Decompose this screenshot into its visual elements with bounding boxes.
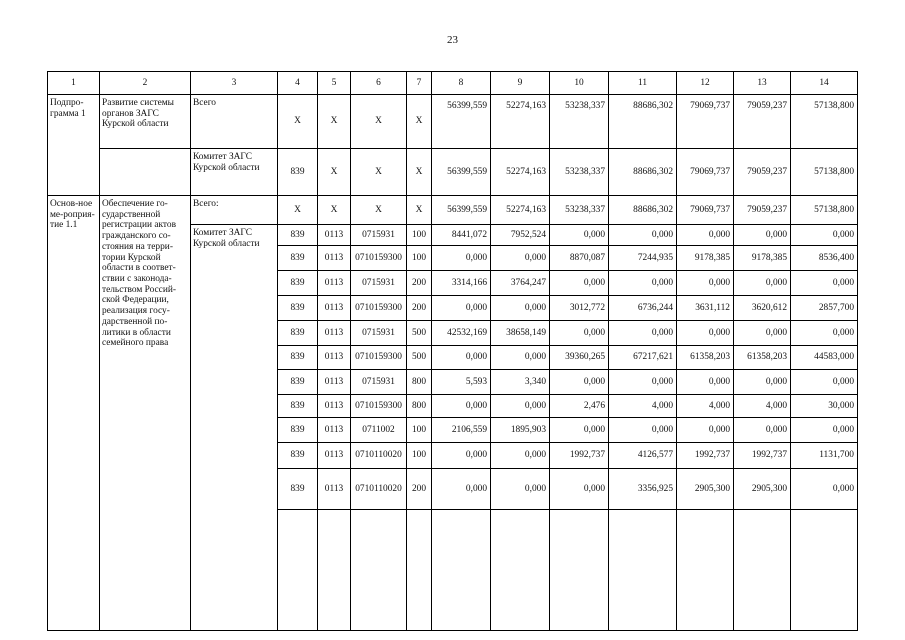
code-cell: 0113 (318, 370, 351, 395)
value-cell: 56399,559 (432, 149, 491, 196)
header-cell: 3 (191, 72, 278, 95)
code-cell: 839 (278, 443, 318, 469)
value-cell: 0,000 (550, 469, 609, 510)
value-cell: 56399,559 (432, 196, 491, 225)
empty-cell (407, 510, 432, 631)
value-cell: 44583,000 (791, 346, 858, 370)
header-cell: 10 (550, 72, 609, 95)
value-cell: 0,000 (791, 321, 858, 346)
value-cell: 0,000 (550, 225, 609, 246)
value-cell: 1992,737 (550, 443, 609, 469)
value-cell: 1992,737 (677, 443, 734, 469)
value-cell: 0,000 (734, 370, 791, 395)
value-cell: 52274,163 (491, 95, 550, 149)
code-cell: 0113 (318, 246, 351, 271)
header-cell: 13 (734, 72, 791, 95)
code-cell: Х (318, 196, 351, 225)
code-cell: 0710159300 (351, 395, 407, 418)
value-cell: 0,000 (432, 395, 491, 418)
value-cell: 8870,087 (550, 246, 609, 271)
code-cell: 0710110020 (351, 469, 407, 510)
executor-cell: Комитет ЗАГС Курской области (191, 225, 278, 631)
value-cell: 88686,302 (609, 149, 677, 196)
header-cell: 5 (318, 72, 351, 95)
code-cell: 0113 (318, 395, 351, 418)
executor-cell: Всего (191, 95, 278, 149)
value-cell: 88686,302 (609, 196, 677, 225)
code-cell: 200 (407, 296, 432, 321)
code-cell: Х (318, 95, 351, 149)
value-cell: 79059,237 (734, 95, 791, 149)
value-cell: 7952,524 (491, 225, 550, 246)
value-cell: 0,000 (550, 271, 609, 296)
code-cell: Х (407, 149, 432, 196)
value-cell: 0,000 (734, 271, 791, 296)
code-cell: 200 (407, 469, 432, 510)
value-cell: 0,000 (491, 246, 550, 271)
value-cell: 0,000 (550, 418, 609, 443)
value-cell: 0,000 (734, 321, 791, 346)
code-cell: 0711002 (351, 418, 407, 443)
value-cell: 39360,265 (550, 346, 609, 370)
value-cell: 3631,112 (677, 296, 734, 321)
code-cell: 839 (278, 149, 318, 196)
value-cell: 53238,337 (550, 95, 609, 149)
value-cell: 52274,163 (491, 149, 550, 196)
value-cell: 57138,800 (791, 95, 858, 149)
header-cell: 9 (491, 72, 550, 95)
budget-table (47, 71, 858, 631)
value-cell: 0,000 (609, 225, 677, 246)
empty-cell (791, 510, 858, 631)
value-cell: 9178,385 (677, 246, 734, 271)
value-cell: 1992,737 (734, 443, 791, 469)
header-cell: 8 (432, 72, 491, 95)
value-cell: 0,000 (432, 296, 491, 321)
code-cell: 0710159300 (351, 296, 407, 321)
value-cell: 79059,237 (734, 196, 791, 225)
code-cell: 0113 (318, 418, 351, 443)
value-cell: 53238,337 (550, 196, 609, 225)
value-cell: 42532,169 (432, 321, 491, 346)
header-cell: 6 (351, 72, 407, 95)
value-cell: 1895,903 (491, 418, 550, 443)
measure-label: Основ-ное ме-роприя-тие 1.1 (48, 196, 100, 631)
value-cell: 0,000 (677, 418, 734, 443)
value-cell: 0,000 (491, 296, 550, 321)
value-cell: 0,000 (791, 418, 858, 443)
header-cell: 1 (48, 72, 100, 95)
value-cell: 0,000 (791, 370, 858, 395)
value-cell: 53238,337 (550, 149, 609, 196)
value-cell: 9178,385 (734, 246, 791, 271)
value-cell: 4126,577 (609, 443, 677, 469)
value-cell: 57138,800 (791, 196, 858, 225)
value-cell: 5,593 (432, 370, 491, 395)
value-cell: 79069,737 (677, 196, 734, 225)
value-cell: 4,000 (734, 395, 791, 418)
code-cell: 100 (407, 246, 432, 271)
code-cell: 0113 (318, 296, 351, 321)
value-cell: 0,000 (609, 370, 677, 395)
program-name: Развитие системы органов ЗАГС Курской области (100, 95, 191, 149)
code-cell: 839 (278, 469, 318, 510)
value-cell: 61358,203 (677, 346, 734, 370)
code-cell: 0715931 (351, 370, 407, 395)
value-cell: 88686,302 (609, 95, 677, 149)
value-cell: 0,000 (432, 246, 491, 271)
code-cell: Х (351, 149, 407, 196)
code-cell: 839 (278, 271, 318, 296)
value-cell: 3764,247 (491, 271, 550, 296)
code-cell: 839 (278, 346, 318, 370)
empty-cell (100, 149, 191, 196)
header-cell: 14 (791, 72, 858, 95)
value-cell: 2857,700 (791, 296, 858, 321)
value-cell: 0,000 (609, 271, 677, 296)
executor-cell: Всего: (191, 196, 278, 225)
value-cell: 0,000 (791, 469, 858, 510)
header-row (48, 72, 858, 95)
value-cell: 0,000 (734, 418, 791, 443)
code-cell: 0113 (318, 321, 351, 346)
program-label: Подпро-грамма 1 (48, 95, 100, 196)
header-cell: 11 (609, 72, 677, 95)
code-cell: 0113 (318, 225, 351, 246)
value-cell: 6736,244 (609, 296, 677, 321)
value-cell: 0,000 (550, 321, 609, 346)
code-cell: 839 (278, 418, 318, 443)
code-cell: Х (407, 196, 432, 225)
code-cell: Х (278, 196, 318, 225)
value-cell: 0,000 (491, 469, 550, 510)
value-cell: 2,476 (550, 395, 609, 418)
value-cell: 0,000 (734, 225, 791, 246)
value-cell: 0,000 (677, 271, 734, 296)
value-cell: 67217,621 (609, 346, 677, 370)
value-cell: 30,000 (791, 395, 858, 418)
table-row (48, 149, 858, 196)
value-cell: 0,000 (677, 321, 734, 346)
value-cell: 4,000 (677, 395, 734, 418)
value-cell: 3356,925 (609, 469, 677, 510)
value-cell: 56399,559 (432, 95, 491, 149)
value-cell: 0,000 (491, 346, 550, 370)
code-cell: 500 (407, 321, 432, 346)
code-cell: 800 (407, 395, 432, 418)
code-cell: 839 (278, 321, 318, 346)
empty-cell (734, 510, 791, 631)
value-cell: 2106,559 (432, 418, 491, 443)
code-cell: 0113 (318, 346, 351, 370)
value-cell: 57138,800 (791, 149, 858, 196)
empty-cell (491, 510, 550, 631)
code-cell: 839 (278, 246, 318, 271)
value-cell: 0,000 (432, 346, 491, 370)
value-cell: 0,000 (491, 443, 550, 469)
header-cell: 7 (407, 72, 432, 95)
measure-name: Обеспечение го-сударственной регистрации актов гражданского со-стояния на терри-тории Курской области в соответ-ствии с законода-тельством Россий-ской Федерации, реализация госу-дарственной по-литики в области семейного права (100, 196, 191, 631)
empty-cell (609, 510, 677, 631)
value-cell: 0,000 (550, 370, 609, 395)
value-cell: 0,000 (432, 469, 491, 510)
value-cell: 3314,166 (432, 271, 491, 296)
value-cell: 2905,300 (734, 469, 791, 510)
empty-cell (432, 510, 491, 631)
value-cell: 0,000 (791, 271, 858, 296)
code-cell: 0715931 (351, 321, 407, 346)
value-cell: 8536,400 (791, 246, 858, 271)
empty-cell (278, 510, 318, 631)
code-cell: Х (351, 95, 407, 149)
value-cell: 79069,737 (677, 149, 734, 196)
code-cell: 200 (407, 271, 432, 296)
value-cell: 0,000 (791, 225, 858, 246)
code-cell: 0710110020 (351, 443, 407, 469)
executor-cell: Комитет ЗАГС Курской области (191, 149, 278, 196)
code-cell: 0710159300 (351, 346, 407, 370)
header-cell: 4 (278, 72, 318, 95)
empty-cell (677, 510, 734, 631)
code-cell: 839 (278, 370, 318, 395)
value-cell: 0,000 (432, 443, 491, 469)
header-cell: 2 (100, 72, 191, 95)
code-cell: 0715931 (351, 271, 407, 296)
value-cell: 0,000 (609, 321, 677, 346)
code-cell: Х (278, 95, 318, 149)
value-cell: 38658,149 (491, 321, 550, 346)
value-cell: 8441,072 (432, 225, 491, 246)
code-cell: Х (318, 149, 351, 196)
value-cell: 0,000 (677, 225, 734, 246)
code-cell: 0113 (318, 271, 351, 296)
value-cell: 0,000 (677, 370, 734, 395)
empty-cell (318, 510, 351, 631)
code-cell: 0710159300 (351, 246, 407, 271)
code-cell: 100 (407, 225, 432, 246)
code-cell: 0113 (318, 469, 351, 510)
value-cell: 0,000 (491, 395, 550, 418)
code-cell: 839 (278, 225, 318, 246)
value-cell: 3,340 (491, 370, 550, 395)
value-cell: 3012,772 (550, 296, 609, 321)
code-cell: 500 (407, 346, 432, 370)
code-cell: 0715931 (351, 225, 407, 246)
page-number: 23 (447, 34, 458, 46)
value-cell: 0,000 (609, 418, 677, 443)
table-row (48, 95, 858, 149)
value-cell: 52274,163 (491, 196, 550, 225)
header-cell: 12 (677, 72, 734, 95)
value-cell: 79059,237 (734, 149, 791, 196)
code-cell: Х (407, 95, 432, 149)
budget-table-container (47, 71, 857, 631)
value-cell: 4,000 (609, 395, 677, 418)
value-cell: 79069,737 (677, 95, 734, 149)
code-cell: 0113 (318, 443, 351, 469)
table-row (48, 196, 858, 225)
value-cell: 3620,612 (734, 296, 791, 321)
empty-cell (351, 510, 407, 631)
code-cell: 800 (407, 370, 432, 395)
code-cell: 100 (407, 418, 432, 443)
value-cell: 7244,935 (609, 246, 677, 271)
code-cell: 839 (278, 296, 318, 321)
value-cell: 61358,203 (734, 346, 791, 370)
code-cell: 839 (278, 395, 318, 418)
value-cell: 2905,300 (677, 469, 734, 510)
value-cell: 1131,700 (791, 443, 858, 469)
empty-cell (550, 510, 609, 631)
code-cell: Х (351, 196, 407, 225)
code-cell: 100 (407, 443, 432, 469)
